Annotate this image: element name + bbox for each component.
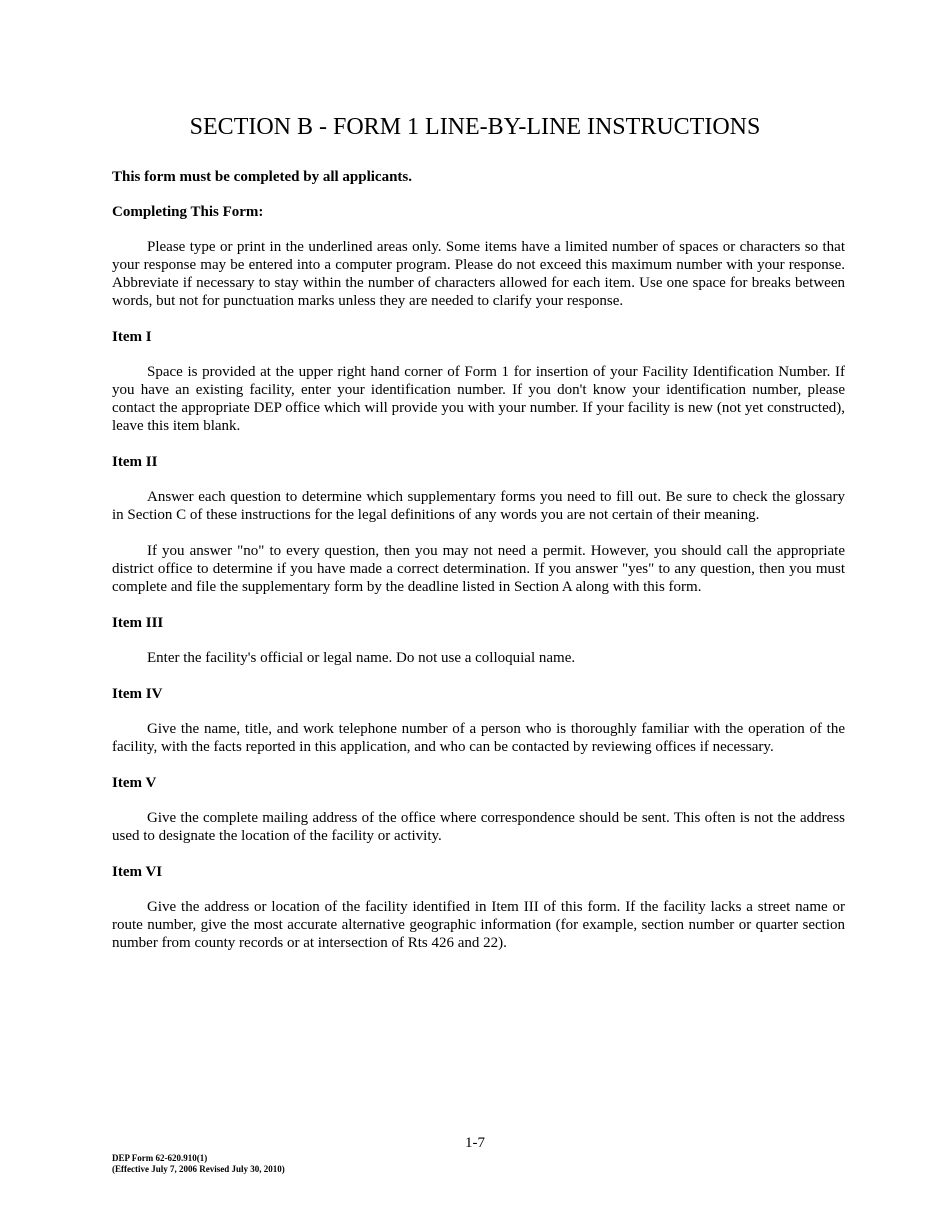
page-number: 1-7 bbox=[465, 1135, 485, 1151]
section-item-iii bbox=[112, 614, 845, 667]
form-number: DEP Form 62-620.910(1) bbox=[112, 1153, 208, 1163]
intro-statement: This form must be completed by all applicants. bbox=[112, 169, 413, 185]
section-paragraph: Give the address or location of the facility identified in Item III of this form. If the facility lacks a street name or route number, give the most accurate alternative geographic information (for example, section number or quarter section number from county records or at intersection of Rts 426 and 22). bbox=[112, 899, 845, 951]
section-paragraph: Give the name, title, and work telephone number of a person who is thoroughly familiar with the operation of the facility, with the facts reported in this application, and who can be contacted by reviewing offices if necessary. bbox=[112, 721, 845, 755]
section-paragraph: Enter the facility's official or legal name. Do not use a colloquial name. bbox=[147, 650, 576, 666]
section-heading: Completing This Form: bbox=[112, 204, 264, 220]
section-heading: Item III bbox=[112, 615, 164, 631]
section-item-vi bbox=[112, 863, 845, 952]
section-item-v bbox=[112, 774, 845, 845]
section-paragraph: Answer each question to determine which supplementary forms you need to fill out. Be sure to check the glossary in Section C of these instructions for the legal definitions of any words you are not certain of their meaning. bbox=[112, 489, 845, 523]
section-paragraph: Give the complete mailing address of the office where correspondence should be sent. This often is not the address used to designate the location of the facility or activity. bbox=[112, 810, 845, 844]
section-item-iv bbox=[112, 685, 845, 756]
section-heading: Item V bbox=[112, 775, 157, 791]
section-heading: Item IV bbox=[112, 686, 163, 702]
section-heading: Item II bbox=[112, 454, 158, 470]
section-item-ii bbox=[112, 453, 845, 596]
section-paragraph: Please type or print in the underlined areas only. Some items have a limited number of spaces or characters so that your response may be entered into a computer program. Please do not exceed this maximum number with your response. Abbreviate if necessary to stay within the number of characters allowed for each item. Use one space for breaks between words, but not for punctuation marks unless they are needed to clarify your response. bbox=[112, 239, 845, 309]
section-completing-form bbox=[112, 203, 845, 310]
section-item-i bbox=[112, 328, 845, 435]
section-paragraph: Space is provided at the upper right hand corner of Form 1 for insertion of your Facility Identification Number. If you have an existing facility, enter your identification number. If you don't know your identification number, please contact the appropriate DEP office which will provide you with your number. If your facility is new (not yet constructed), leave this item blank. bbox=[112, 364, 845, 434]
section-paragraph: If you answer "no" to every question, then you may not need a permit. However, you should call the appropriate district office to determine if you have made a correct determination. If you answer "yes" to any question, then you must complete and file the supplementary form by the deadline listed in Section A along with this form. bbox=[112, 543, 845, 595]
page-title: SECTION B - FORM 1 LINE-BY-LINE INSTRUCTIONS bbox=[189, 114, 761, 140]
effective-date: (Effective July 7, 2006 Revised July 30, 2010) bbox=[112, 1164, 285, 1174]
instructions-body bbox=[112, 168, 845, 970]
section-heading: Item I bbox=[112, 329, 152, 345]
form-footer bbox=[112, 1153, 285, 1175]
section-heading: Item VI bbox=[112, 864, 163, 880]
